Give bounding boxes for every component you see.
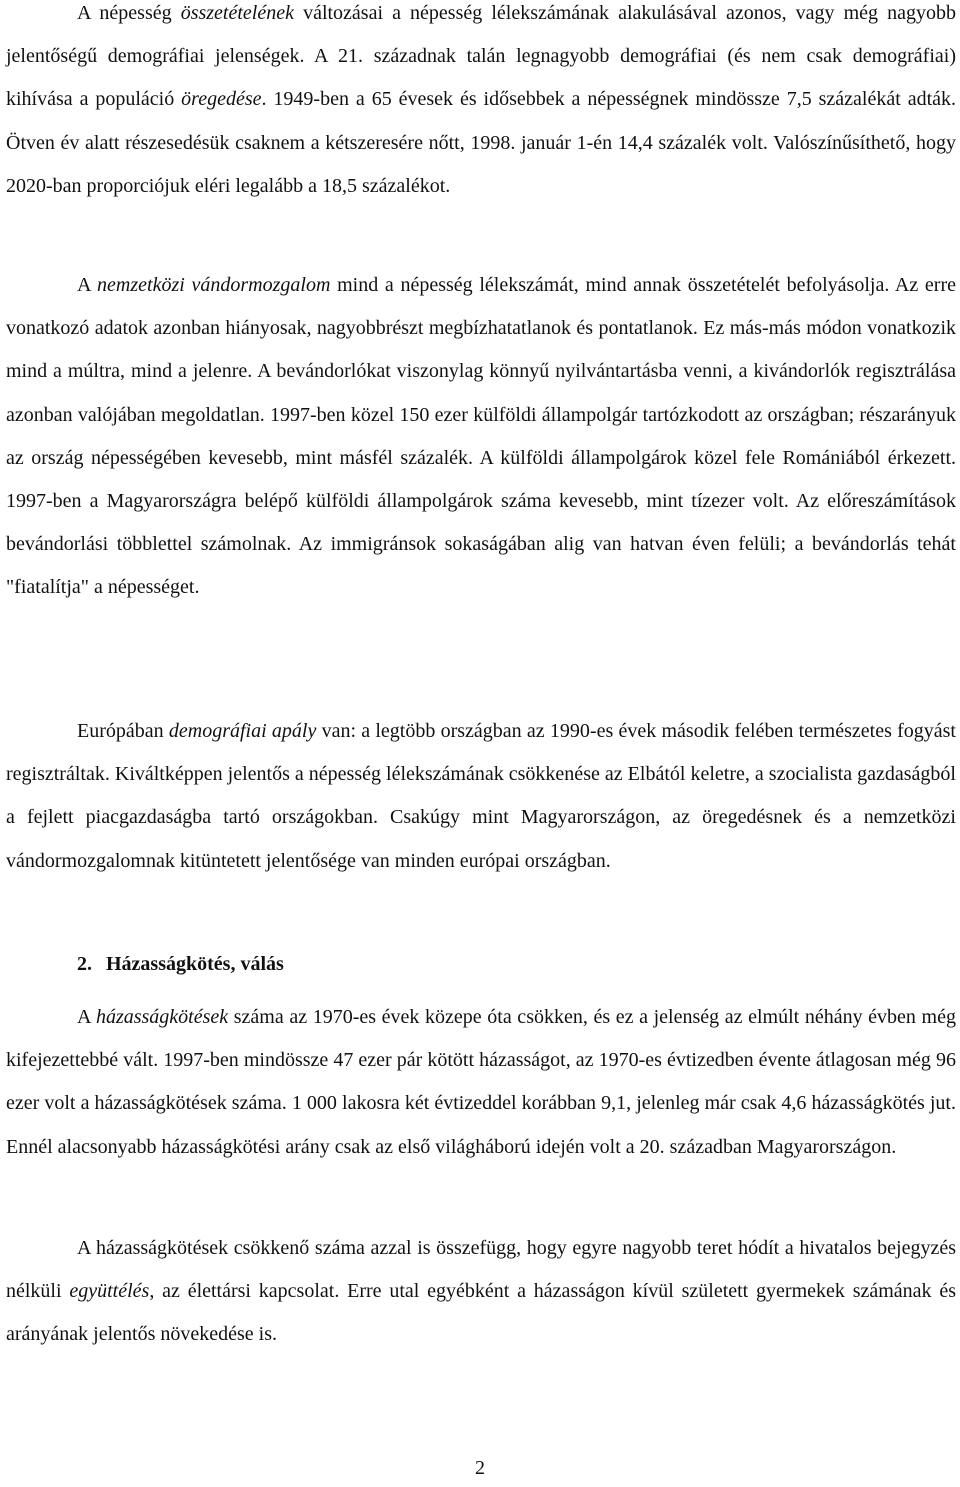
section-number: 2. [77,953,92,975]
paragraph-europe [6,710,956,883]
text-span: van: a legtöbb országban az 1990-es évek második felében természetes fogyást regisztráltak. Kiváltképpen jelentős a népesség lélekszámának csökkenése az Elbától keletre, a szocialista gazdaságból a fejlett piacgazdaságba tartó országokban. Csakúgy mint Magyarországon, az öregedésnek és a nemzetközi vándormozgalomnak kitüntetett jelentősége van minden európai országban. [6,720,956,872]
text-span: A házasságkötések csökkenő száma azzal is összefügg, hogy egyre nagyobb teret hódít a hivatalos bejegyzés nélküli [6,1237,956,1303]
italic-term: együttélés [69,1280,150,1303]
text-span: A [77,1006,96,1028]
paragraph-migration [6,264,956,610]
page-number: 2 [475,1457,485,1479]
text-span: száma az 1970-es évek közepe óta csökken, és ez a jelenség az elmúlt néhány évben még kifejezettebbé vált. 1997-ben mindössze 47 ezer pár kötött házasságot, az 1970-es évtizedben évente átlagosan még 96 ezer volt a házasságkötések száma. 1 000 lakosra két évtizeddel korábban 9,1, jelenleg már csak 4,6 házasságkötés jut. Ennél alacsonyabb házasságkötési arány csak az első világháború idején volt a 20. században Magyarországon. [6,1006,956,1158]
text-span: A népesség [77,2,181,24]
section-heading [77,943,284,986]
italic-term: demográfiai apály [168,720,317,742]
italic-term: nemzetközi vándormozgalom [97,274,331,296]
text-span: . 1949-ben a 65 évesek és idősebbek a népességnek mindössze 7,5 százalékát adták. Ötven év alatt részesedésük csaknem a kétszeresére nőtt, 1998. január 1-én 14,4 százalék volt. Valószínűsíthető, hogy 2020-ban proporciójuk eléri legalább a 18,5 százalékot. [6,88,957,197]
text-span: A [77,274,98,296]
text-span: , az élettársi kapcsolat. Erre utal egyébként a házasságon kívül született gyermekek számának és arányának jelentős növekedése is. [6,1280,957,1346]
italic-term: házasságkötések [95,1006,229,1028]
section-title: Házasságkötés, válás [106,953,284,975]
italic-term: összetételének [180,2,294,24]
text-span: mind a népesség lélekszámát, mind annak összetételét befolyásolja. Az erre vonatkozó adatok azonban hiányosak, nagyobbrészt megbízhatatlanok és pontatlanok. Ez más-más módon vonatkozik mind a múltra, mind a jelenre. A bevándorlókat viszonylag könnyű nyilvántartásba venni, a kivándorlók regisztrálása azonban valójában megoldatlan. 1997-ben közel 150 ezer külföldi állampolgár tartózkodott az országban; részarányuk az ország népességében kevesebb, mint másfél százalék. A külföldi állampolgárok közel fele Romániából érkezett. 1997-ben a Magyarországra belépő külföldi állampolgárok száma kevesebb, mint tízezer volt. Az előreszámítások bevándorlási többlettel számolnak. Az immigránsok sokaságában alig van hatvan éven felüli; a bevándorlás tehát "fiatalítja" a népességet. [6,274,957,599]
italic-term: öregedése [181,88,262,111]
paragraph-aging [6,0,956,208]
text-span: változásai a népesség lélekszámának alakulásával azonos, vagy még nagyobb jelentőségű demográfiai jelenségek. A 21. századnak talán legnagyobb demográfiai (és nem csak demográfiai) kihívása a populáció [6,2,956,111]
text-span: Európában [77,720,169,742]
paragraph-marriages [6,996,956,1169]
paragraph-cohabitation [6,1227,956,1357]
